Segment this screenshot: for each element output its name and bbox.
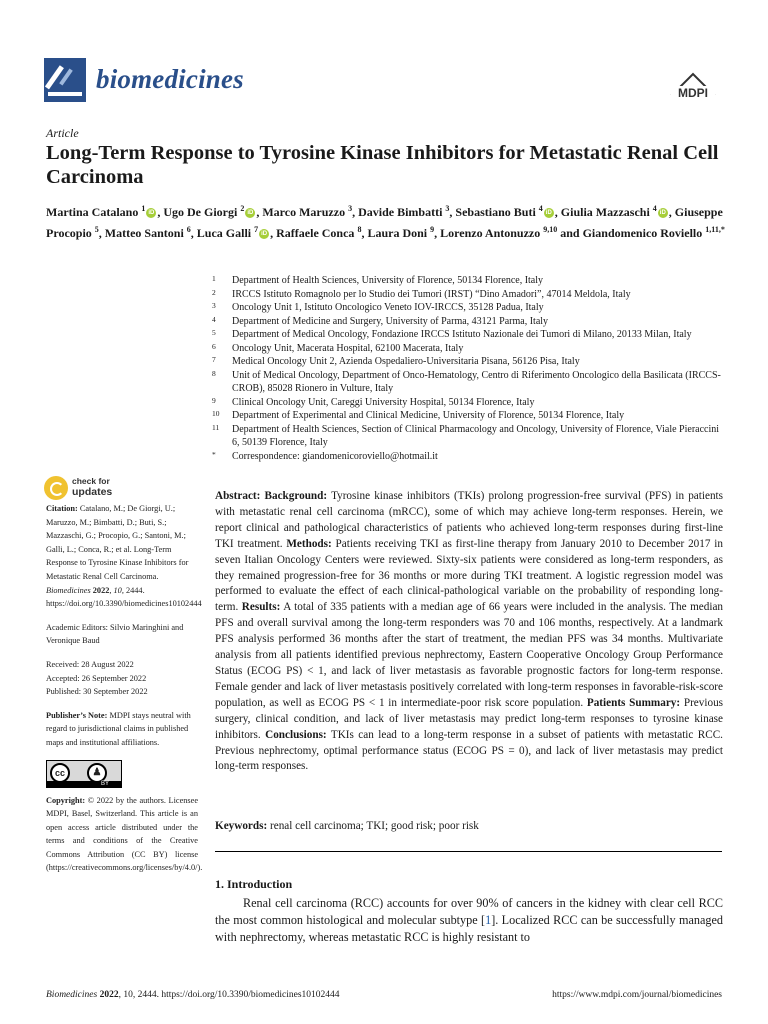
affiliation-number: 3 <box>212 301 216 310</box>
affiliation-text: Oncology Unit 1, Istituto Oncologico Veneto IOV-IRCCS, 35128 Padua, Italy <box>232 302 544 313</box>
keywords <box>215 819 723 835</box>
affiliation-item <box>208 274 728 288</box>
citation-volume: 10 <box>113 585 122 595</box>
cc-by-license-badge[interactable] <box>46 760 122 788</box>
results-label: Results: <box>241 601 281 614</box>
background-label: Background: <box>264 490 328 502</box>
author-affiliation-ref: 4 <box>538 204 543 213</box>
section-heading: 1. Introduction <box>215 877 293 891</box>
orcid-icon[interactable]: iD <box>247 210 254 217</box>
author-affiliation-ref: 1 <box>141 204 146 213</box>
check-updates-icon <box>44 476 68 500</box>
author-affiliation-ref: 5 <box>94 225 99 234</box>
citation-text: Catalano, M.; De Giorgi, U.; Maruzzo, M.; Bimbatti, D.; Buti, S.; Mazzaschi, G.; Procopio, G.; Santoni, M.; Galli, L.; Conca, R.; et al. Long-Term Response to Tyrosine Kinase Inhibitors for Metastatic Renal Cell Carcinoma. <box>46 504 189 581</box>
affiliation-text: Unit of Medical Oncology, Department of Onco-Hematology, Centro di Riferimento Oncologico della Basilicata (IRCCS-CROB), 85028 Rionero in Vulture, Italy <box>232 369 721 394</box>
author-name[interactable]: , Marco Maruzzo <box>256 205 346 219</box>
affiliation-number: 8 <box>212 368 216 378</box>
author-list <box>46 200 726 242</box>
author-name[interactable]: , Ugo De Giorgi <box>157 205 238 219</box>
affiliation-text: IRCCS Istituto Romagnolo per lo Studio dei Tumori (IRST) “Dino Amadori”, 47014 Meldola, Italy <box>232 288 631 300</box>
orcid-icon[interactable]: iD <box>659 210 666 217</box>
affiliation-item <box>208 423 728 450</box>
affiliation-item <box>208 342 728 356</box>
correspondence-text[interactable]: Correspondence: giandomenicoroviello@hotmail.it <box>232 450 438 462</box>
abstract-label: Abstract: <box>215 490 261 502</box>
affiliation-text: Department of Health Sciences, Section of Clinical Pharmacology and Oncology, University of Florence, Viale Pieraccini 6, 50139 Florence, Italy <box>232 423 720 448</box>
citation-doi[interactable]: , 2444. https://doi.org/10.3390/biomedicines10102444 <box>46 585 202 609</box>
results-text: A total of 335 patients with a median age of 66 years were included in the analysis. The median PFS and overall survival among the long-term responders was 70 and 106 months, respectively. At a landmark PFS analysis performed 36 months after the start of treatment, the median PFS was 34 months. Multivariate analysis from all patients identified previous nephrectomy, Eastern Cooperative Oncology Group Performance Status (ECOG PS) < 1, and lack of liver metastasis as favorable prognostic factors for long-term response. Female gender and lack of liver metastasis positively correlated with long-term responses in favorable-risk-score population, as well as ECOG PS < 1 in intermediate-poor risk score population. <box>215 601 724 709</box>
background-text: Tyrosine kinase inhibitors (TKIs) prolong progression-free survival (PFS) in patients with metastatic renal cell carcinoma (mRCC), some of which may achieve long-term responses. Herein, we report clinical and pathological characteristics of patients who achieved long-term responses during first-line TKI treatment. <box>215 490 724 550</box>
author-name[interactable]: , Sebastiano Buti <box>449 205 536 219</box>
intro-text: Renal cell carcinoma (RCC) accounts for over 90% of cancers in the kidney with clear cell RCC the most common histological and molecular subtype [ <box>215 896 723 928</box>
footer-journal-url[interactable]: https://www.mdpi.com/journal/biomedicines <box>552 990 722 1000</box>
attribution-icon: ♟ <box>87 763 107 783</box>
accepted-date: Accepted: 26 September 2022 <box>46 673 147 683</box>
author-name[interactable]: , Raffaele Conca <box>270 226 355 240</box>
publisher-note <box>46 709 198 750</box>
footer-year: 2022 <box>99 990 119 1000</box>
orcid-icon[interactable]: iD <box>261 231 268 238</box>
methods-label: Methods: <box>286 537 332 550</box>
citation-label: Citation: <box>46 504 78 513</box>
journal-logo <box>44 58 86 102</box>
affiliation-number: 1 <box>212 274 216 283</box>
affiliation-text: Department of Experimental and Clinical Medicine, University of Florence, 50134 Florence, Italy <box>232 410 625 421</box>
affiliation-text: Oncology Unit, Macerata Hospital, 62100 Macerata, Italy <box>232 342 464 354</box>
author-affiliation-ref: 1,11,* <box>705 225 725 234</box>
patients-summary-label: Patients Summary: <box>586 696 681 709</box>
publisher-note-label: Publisher’s Note: <box>46 710 108 720</box>
footer-doi[interactable]: , 10, 2444. https://doi.org/10.3390/biomedicines10102444 <box>118 990 340 1000</box>
author-name[interactable]: and Giandomenico Roviello <box>557 226 703 240</box>
check-updates-label: check for <box>72 476 110 486</box>
citation: Citation: Catalano, M.; De Giorgi, U.; Maruzzo, M.; Bimbatti, D.; Buti, S.; Mazzaschi, G.; Procopio, G.; Santoni, M.; Galli, L.; Conca, R.; et al. Long-Term Response to Tyrosine Kinase Inhibitors for Metastatic Renal Cell Carcinoma. Biomedicines 2022, 10, 2444. https://doi.org/10.3390/biomedicines10102444 <box>46 504 202 609</box>
author-affiliation-ref: 9 <box>430 225 435 234</box>
article-type: Article <box>46 126 79 140</box>
patients-summary-text: Previous surgery, clinical condition, and lack of liver metastasis may predict long-term responses to tyrosine kinase inhibitors. <box>215 696 724 741</box>
published-date: Published: 30 September 2022 <box>46 687 148 697</box>
affiliations-list <box>208 274 728 463</box>
copyright <box>46 794 203 876</box>
affiliation-text: Department of Medical Oncology, Fondazione IRCCS Istituto Nazionale dei Tumori di Milano, 20133 Milan, Italy <box>232 329 692 340</box>
affiliation-item <box>208 301 728 315</box>
citation-year: 2022 <box>92 585 110 595</box>
author-affiliation-ref: 8 <box>357 225 362 234</box>
affiliation-number: 6 <box>212 341 216 351</box>
author-name[interactable]: , Lorenzo Antonuzzo <box>434 226 541 240</box>
author-affiliation-ref: 2 <box>240 204 245 213</box>
author-affiliation-ref: 3 <box>348 204 353 213</box>
affiliation-number: * <box>212 449 216 459</box>
affiliation-item <box>208 355 728 369</box>
affiliation-item <box>208 288 728 302</box>
check-updates-label: updates <box>72 486 113 498</box>
keywords-label: Keywords: <box>215 820 268 832</box>
affiliation-item <box>208 328 728 342</box>
author-name[interactable]: , Laura Doni <box>361 226 428 240</box>
abstract <box>215 489 723 775</box>
mdpi-logo <box>669 72 717 100</box>
mdpi-logo-text: MDPI <box>678 86 708 100</box>
author-name[interactable]: , Davide Bimbatti <box>352 205 443 219</box>
footer-journal: Biomedicines <box>46 990 98 1000</box>
by-label: BY <box>47 781 121 788</box>
affiliation-number: 5 <box>212 328 216 337</box>
affiliation-item <box>208 315 728 329</box>
affiliation-number: 9 <box>212 395 216 405</box>
affiliation-item <box>208 396 728 410</box>
correspondence <box>208 450 728 464</box>
author-affiliation-ref: 7 <box>254 225 259 234</box>
affiliation-text: Department of Medicine and Surgery, University of Parma, 43121 Parma, Italy <box>232 315 549 327</box>
section-divider <box>215 851 722 852</box>
dates <box>46 658 198 699</box>
affiliation-text: Medical Oncology Unit 2, Azienda Ospedaliero-Universitaria Pisana, 56126 Pisa, Italy <box>232 356 580 367</box>
author-name[interactable]: , Matteo Santoni <box>98 226 184 240</box>
article-title: Long-Term Response to Tyrosine Kinase Inhibitors for Metastatic Renal Cell Carcinoma <box>46 142 719 188</box>
publisher-note-text: MDPI stays neutral with regard to jurisdictional claims in published maps and institutional affiliations. <box>46 710 191 747</box>
author-affiliation-ref: 6 <box>186 225 191 234</box>
affiliation-number: 7 <box>212 355 216 364</box>
journal-name: biomedicines <box>96 64 244 94</box>
citation-journal: Biomedicines <box>46 585 91 595</box>
author-name[interactable]: , Giulia Mazzaschi <box>554 205 650 219</box>
article-sidebar <box>46 502 203 885</box>
methods-text: Patients receiving TKI as first-line therapy from January 2010 to December 2017 in seven Italian Oncology Centers were reviewed. Sixty-six patients were considered as long-term responders, as they remained progression-free for 36 months or more during TKI treatment. A logistic regression model was performed to evaluate the effect of each clinical-pathological variable on the probability of responding long-term. <box>215 537 723 614</box>
footer-citation <box>46 990 340 1000</box>
orcid-icon[interactable]: iD <box>545 210 552 217</box>
cc-icon: cc <box>50 763 70 783</box>
affiliation-text: Clinical Oncology Unit, Careggi University Hospital, 50134 Florence, Italy <box>232 396 535 408</box>
affiliation-item <box>208 409 728 423</box>
affiliation-number: 11 <box>212 422 220 432</box>
affiliation-number: 2 <box>212 287 216 297</box>
conclusions-text: TKIs can lead to a long-term response in a subset of patients with metastatic RCC. Previous nephrectomy, optimal performance status (ECOG PS = 0), and lack of liver metastasis may predict long-term responses. <box>215 728 723 773</box>
keywords-text: renal cell carcinoma; TKI; good risk; poor risk <box>270 820 479 832</box>
affiliation-item <box>208 369 728 396</box>
intro-paragraph <box>215 895 723 947</box>
received-date: Received: 28 August 2022 <box>46 659 134 669</box>
author-affiliation-ref: 4 <box>652 204 657 213</box>
author-name[interactable]: , Giuseppe Procopio <box>46 205 723 240</box>
citation-link[interactable]: 1 <box>485 913 492 928</box>
author-affiliation-ref: 9,10 <box>543 225 558 234</box>
author-name[interactable]: , Luca Galli <box>190 226 252 240</box>
author-affiliation-ref: 3 <box>445 204 450 213</box>
intro-text: ]. Localized RCC can be successfully managed with nephrectomy, whereas metastatic RCC is highly resistant to <box>215 913 723 945</box>
check-for-updates-button[interactable] <box>44 476 124 502</box>
copyright-label: Copyright: <box>46 795 86 805</box>
affiliation-number: 4 <box>212 314 216 324</box>
copyright-text: © 2022 by the authors. Licensee MDPI, Basel, Switzerland. This article is an open access article distributed under the terms and conditions of the Creative Commons Attribution (CC BY) license (https://creativecommons.org/licenses/by/4.0/). <box>46 795 203 873</box>
author-name[interactable]: Martina Catalano <box>46 205 139 219</box>
affiliation-text: Department of Health Sciences, University of Florence, 50134 Florence, Italy <box>232 275 544 286</box>
affiliation-number: 10 <box>212 409 220 418</box>
orcid-icon[interactable]: iD <box>148 210 155 217</box>
conclusions-label: Conclusions: <box>265 728 327 741</box>
academic-editors: Academic Editors: Silvio Maringhini and Veronique Baud <box>46 622 184 646</box>
